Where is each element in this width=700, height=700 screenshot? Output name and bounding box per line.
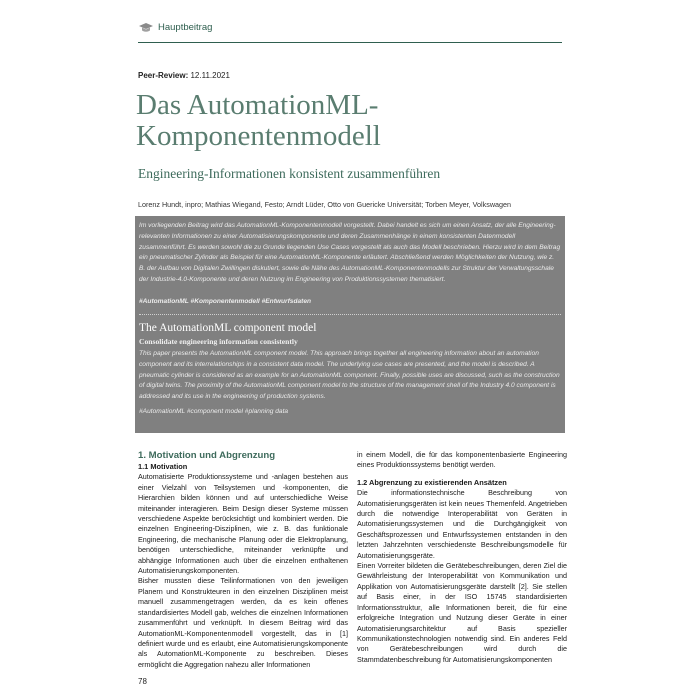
abstract-english: This paper presents the AutomationML component model. This approach brings together all engineering information about an automation component and its interrelationships in a consistent data model. The underlying use cases are presented, and the model is described. A pneumatic cylinder is considered as an example for an AutomationML component. Finally, possible uses are discussed, such as the construction of digital twins. The proximity of the AutomationML component model to the structure of the management shell of the Industry 4.0 component is addressed and its use in the engineering of production systems. [139,350,560,401]
body-paragraph: in einem Modell, die für das komponentenbasierte Engineering eines Produktionssystems benötigt werden. [357,450,567,470]
section-header [138,18,562,43]
body-paragraph: Einen Vorreiter bildeten die Gerätebeschreibungen, deren Ziel die Gewährleistung der Interoperabilität von Kommunikation und Applikation von Automatisierungsgeräte darstellt [2]. Sie stellen auf Basis einer, in der ISO 15745 standardisierten Informationsstruktur, alle Informationen bereit, die für eine erfolgreiche Integration und Nutzung dieser Geräte in einer Automatisierungsarchitektur auf Basis spezieller Kommunikationstechnologien notwendig sind. Ein anderes Feld von Gerätebeschreibungen wird durch die Stammdatenbeschreibung für Automatisierungskomponenten [357,561,567,664]
english-title: The AutomationML component model [139,322,317,334]
article-title [136,90,566,152]
abstract-german: Im vorliegenden Beitrag wird das AutomationML-Komponentenmodell vorgestellt. Dabei handelt es sich um einen Ansatz, der alle Engineering-relevanten Informationen zu einer Automatisierungskomponente und deren Zusammenhänge in einem konsistenten Datenmodell zusammenführt. Es werden sowohl die zu Grunde liegenden Use Cases vorgestellt als auch das Modell beschrieben. Hierzu wird in dem Beitrag ein pneumatischer Zylinder als Beispiel für eine AutomationML-Komponente erläutert. Abschließend werden Möglichkeiten der Nutzung, wie z. B. der Aufbau von Digitalen Zwillingen diskutiert, sowie die Nähe des AutomationML-Komponentenmodells zur Struktur der Verwaltungsschale der Industrie-4.0-Komponente und deren Nutzung im Engineering von Produktionssystemen thematisiert. [139,222,561,283]
peer-review-date: 12.11.2021 [190,71,230,80]
graduation-cap-icon [139,23,153,33]
body-paragraph: Die informationstechnische Beschreibung von Automatisierungsgeräten ist kein neues Themenfeld. Angetrieben durch die notwendige Interoperabilität von Geräten in Automatisierungssystemen und die Durchgängigkeit von Geschäftsprozessen und Entwurfssystemen entstanden in den letzten Jahrzehnten verschiedenste Beschreibungsmodelle für Automatisierungsgeräte. [357,488,567,560]
paragraph-gap [357,471,567,478]
peer-review-label: Peer-Review: [138,71,189,80]
section-heading: 1. Motivation und Abgrenzung [138,450,276,461]
abstract-box [135,216,565,433]
subsection-heading: 1.2 Abgrenzung zu existierenden Ansätzen [357,477,507,487]
body-paragraph: Bisher mussten diese Teilinformationen von den jeweiligen Planern und Konstrukteuren in den einzelnen Disziplinen meist manuell zusammengetragen werden, da es kein offenes standardisiertes Modell gab, welches die einzelnen Informationen zusammenführt und verknüpft. In diesem Beitrag wird das AutomationML-Komponentenmodell vorgestellt, das in [1] definiert wurde und es erlaubt, eine Automatisierungskomponente als AutomationML-Komponente zu beschreiben. Dieses ermöglicht die Aggregation nahezu aller Informationen [138,576,348,669]
body-column-left [138,450,348,670]
subsection-heading: 1.1 Motivation [138,462,188,471]
keywords-english: #AutomationML #component model #planning data [139,408,289,415]
keywords-german: #AutomationML #Komponentenmodell #Entwurfsdaten [139,298,312,305]
article-subtitle: Engineering-Informationen konsistent zusammenführen [138,166,441,181]
author-list: Lorenz Hundt, inpro; Mathias Wiegand, Festo; Arndt Lüder, Otto von Guericke Universität; Torben Meyer, Volkswagen [138,200,512,209]
abstract-divider [139,314,561,315]
section-label: Hauptbeitrag [158,22,213,33]
body-column-right [357,450,567,665]
page-number: 78 [138,677,147,686]
peer-review-line [138,71,230,80]
title-line-1: Das AutomationML- [136,89,379,121]
title-line-2: Komponentenmodell [136,120,381,152]
english-subtitle: Consolidate engineering information consistently [139,337,298,346]
body-paragraph: Automatisierte Produktionssysteme und -anlagen bestehen aus einer Vielzahl von Teilsystemen und -komponenten, die Hierarchien bilden können und auf unterschiedliche Weise miteinander interagieren. Beim Design dieser Systeme müssen verschiedene Aspekte berücksichtigt und kombiniert werden. Die einzelnen Engineering-Disziplinen, wie z. B. das funktionale Engineering, die mechanische Planung oder die Elektroplanung, benötigen unterschiedliche, miteinander verknüpfte und abhängige Informationen auch über die einzelnen enthaltenen Automatisierungskomponenten. [138,472,348,576]
